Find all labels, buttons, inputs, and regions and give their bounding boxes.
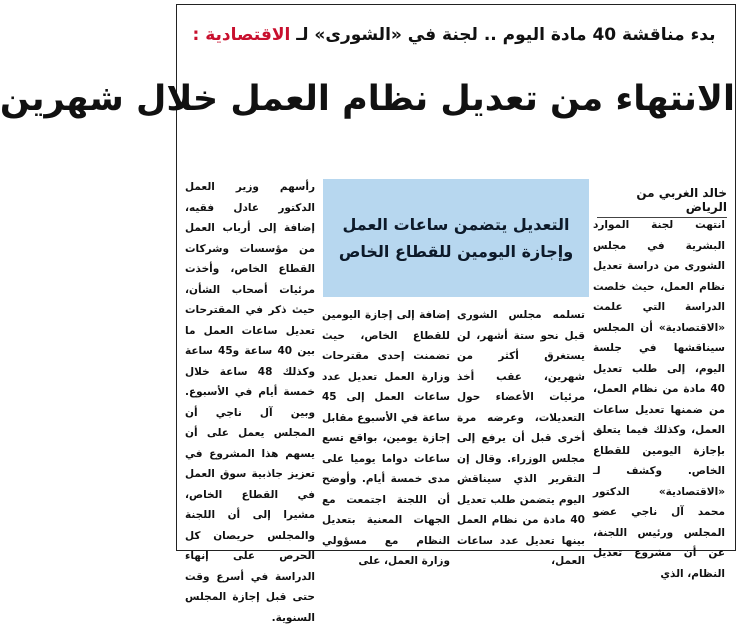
- column-4-text: رأسهم وزير العمل الدكتور عادل فقيه، إضافة إلى أرباب العمل من مؤسسات وشركات القطاع الخاص، وأخذت مرئيات أصحاب الشأن، حيث ذكر في المقترحات تعديل ساعات العمل ما بين 40 ساعة و45 ساعة وكذلك 48 ساعة خلال خمسة أيام في الأسبوع. وبين آل ناجي أن المجلس يعمل على أن يسهم هذا المشروع في تعزيز جاذبية سوق العمل في القطاع الخاص، مشيرا إلى أن اللجنة والمجلس حريصان كل الحرص على إنهاء الدراسة في أسرع وقت حتى قبل إجازة المجلس السنوية.: [185, 181, 315, 624]
- newspaper-name: الاقتصادية :: [192, 25, 291, 45]
- column-2-text: تسلمه مجلس الشورى قبل نحو ستة أشهر، لن يستغرق أكثر من شهرين، عقب أخذ مرئيات الأعضاء حول التعديلات، وعرضه مرة أخرى قبل أن يرفع إلى مجلس الوزراء. وقال إن التقرير الذي سيناقش اليوم يتضمن طلب تعديل 40 مادة من نظام العمل بينها تعديل عدد ساعات العمل،: [457, 309, 585, 567]
- article-column-3: [322, 305, 450, 567]
- byline: خالد الغربي من الرياض: [597, 186, 727, 218]
- article-column-4: [185, 177, 315, 624]
- pullquote-line-2: وإجازة اليومين للقطاع الخاص: [338, 242, 574, 261]
- column-3-text: إضافة إلى إجازة اليومين للقطاع الخاص، حيث تضمنت إحدى مقترحات وزارة العمل تعديل عدد ساعات العمل إلى 45 ساعة في الأسبوع مقابل إجازة يومين، بواقع تسع ساعات دواما يوميا على مدى خمسة أيام. وأوضح أن اللجنة اجتمعت مع الجهات المعنية بتعديل النظام مع مسؤولي وزارة العمل، على: [322, 309, 450, 567]
- pullquote-line-1: التعديل يتضمن ساعات العمل: [342, 215, 570, 234]
- newspaper-clipping: [0, 4, 736, 624]
- kicker-line: [185, 25, 723, 45]
- article-column-2: [457, 305, 585, 567]
- kicker-text: بدء مناقشة 40 مادة اليوم .. لجنة في «الشورى» لـ: [296, 25, 716, 45]
- column-1-text: انتهت لجنة الموارد البشرية في مجلس الشورى من دراسة تعديل نظام العمل، حيث خلصت الدراسة التي علمت «الاقتصادية» أن المجلس سيناقشها في جلسة اليوم، إلى طلب تعديل 40 مادة من نظام العمل، من ضمنها تعديل ساعات العمل، وكذلك فيما يتعلق بإجازة اليومين للقطاع الخاص. وكشف لـ «الاقتصادية» الدكتور محمد آل ناجي عضو المجلس ورئيس اللجنة، عن أن مشروع تعديل النظام، الذي: [593, 219, 725, 580]
- article-column-1: [593, 215, 725, 580]
- pullquote-box: [323, 179, 589, 297]
- headline: الانتهاء من تعديل نظام العمل خلال شهرين: [0, 79, 735, 119]
